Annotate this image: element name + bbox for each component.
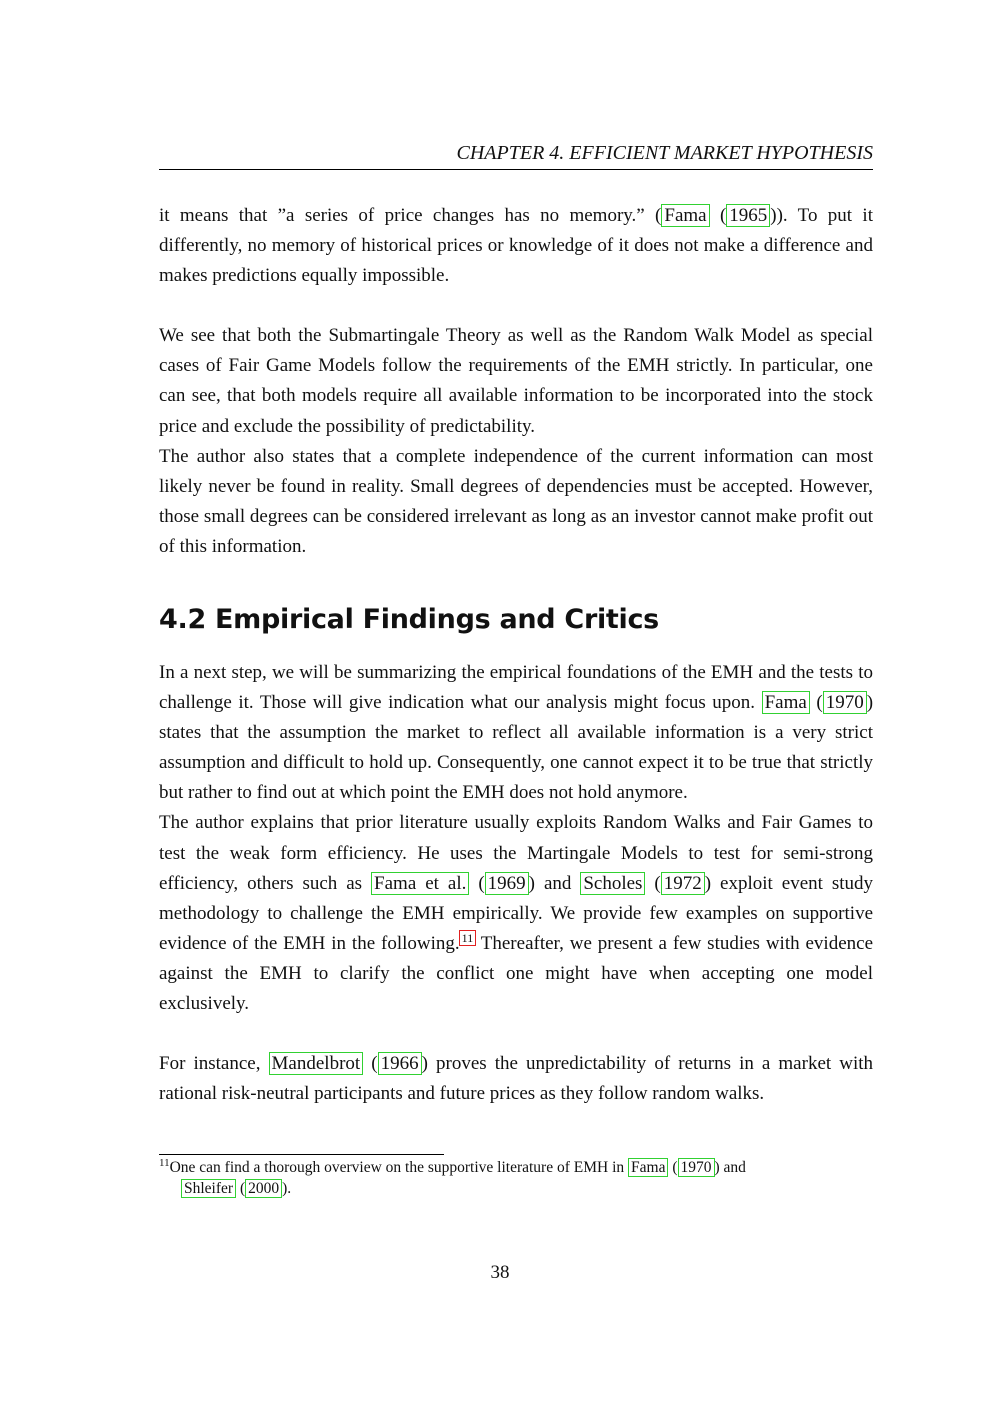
running-header: CHAPTER 4. EFFICIENT MARKET HYPOTHESIS: [159, 141, 873, 170]
lower-text-block: [159, 658, 873, 1109]
footnote: $^{11}$One can find a thorough overview on the supportive literature of EMH in Fama ( 1970 ) and Shleifer ( 2000 ).: [159, 1156, 746, 1197]
paragraph-empirical-foundations: In a next step, we will be summarizing the empirical foundations of the EMH and the tests to challenge it. Those will give indication what our analysis might focus upon. Fama ( 1970 ) states that the assumption the market to reflect all available information is a very strict assumption and difficult to hold up. Consequently, one cannot expect it to be true that strictly but rather to find out at which point the EMH does not hold anymore.: [159, 662, 874, 804]
paragraph-fama-1965: it means that ”a series of price changes has no memory.” ( Fama ( 1965 )). To put it differently, no memory of historical prices or knowledge of it does not make a difference and makes predictions equally impossible.: [159, 205, 873, 287]
citation-link-shleifer[interactable]: Shleifer: [184, 1180, 234, 1197]
citation-link-1972[interactable]: 1972: [663, 872, 702, 894]
citation-link-1965[interactable]: 1965: [729, 205, 768, 226]
footnote-divider: [159, 1154, 444, 1155]
citation-link-1970[interactable]: 1970: [680, 1159, 712, 1176]
paragraph-independence: The author also states that a complete independence of the current information can most likely never be found in reality. Small degrees of dependencies must be accepted. However, those small degrees can be considered irrelevant as long as an investor cannot make profit out of this information.: [159, 445, 873, 557]
citation-link-fama[interactable]: Fama: [664, 205, 707, 226]
citation-link-2000[interactable]: 2000: [248, 1180, 280, 1197]
footnote-number: 11: [159, 1156, 170, 1169]
citation-link-fama[interactable]: Fama: [631, 1159, 666, 1176]
citation-link-1970[interactable]: 1970: [825, 692, 864, 714]
section-heading: 4.2 Empirical Findings and Critics: [159, 604, 659, 635]
citation-link-1966[interactable]: 1966: [380, 1053, 419, 1075]
citation-link-1969[interactable]: 1969: [487, 872, 526, 894]
citation-link-mandelbrot[interactable]: Mandelbrot: [271, 1053, 361, 1075]
paragraph-prior-literature: The author explains that prior literature usually exploits Random Walks and Fair Games to test the weak form efficiency. He uses the Martingale Models to test for semi-strong efficiency, others such as Fama et al. ( 1969 ) and Scholes ( 1972 ) exploit event study methodology to challenge the EMH empirically. We provide few examples on supportive evidence of the EMH in the following. $^{11}$ Thereafter, we present a few studies with evidence against the EMH to clarify the conflict one might have when accepting one model exclusively.: [159, 812, 874, 1015]
paragraph-mandelbrot: For instance, Mandelbrot ( 1966 ) proves the unpredictability of returns in a market with rational risk-neutral participants and future prices as they follow random walks.: [159, 1053, 874, 1105]
citation-link-fama-et-al[interactable]: Fama et al.: [374, 872, 467, 894]
paragraph-submartingale: We see that both the Submartingale Theory as well as the Random Walk Model as special cases of Fair Game Models follow the requirements of the EMH strictly. In particular, one can see, that both models require all available information to be incorporated into the stock price and exclude the possibility of predictability.: [159, 325, 873, 437]
upper-text-block: [159, 201, 873, 562]
citation-link-fama[interactable]: Fama: [764, 692, 807, 714]
citation-link-scholes[interactable]: Scholes: [583, 872, 643, 894]
page-number: 38: [490, 1262, 510, 1283]
footnote-reference-link[interactable]: 11: [461, 930, 474, 945]
